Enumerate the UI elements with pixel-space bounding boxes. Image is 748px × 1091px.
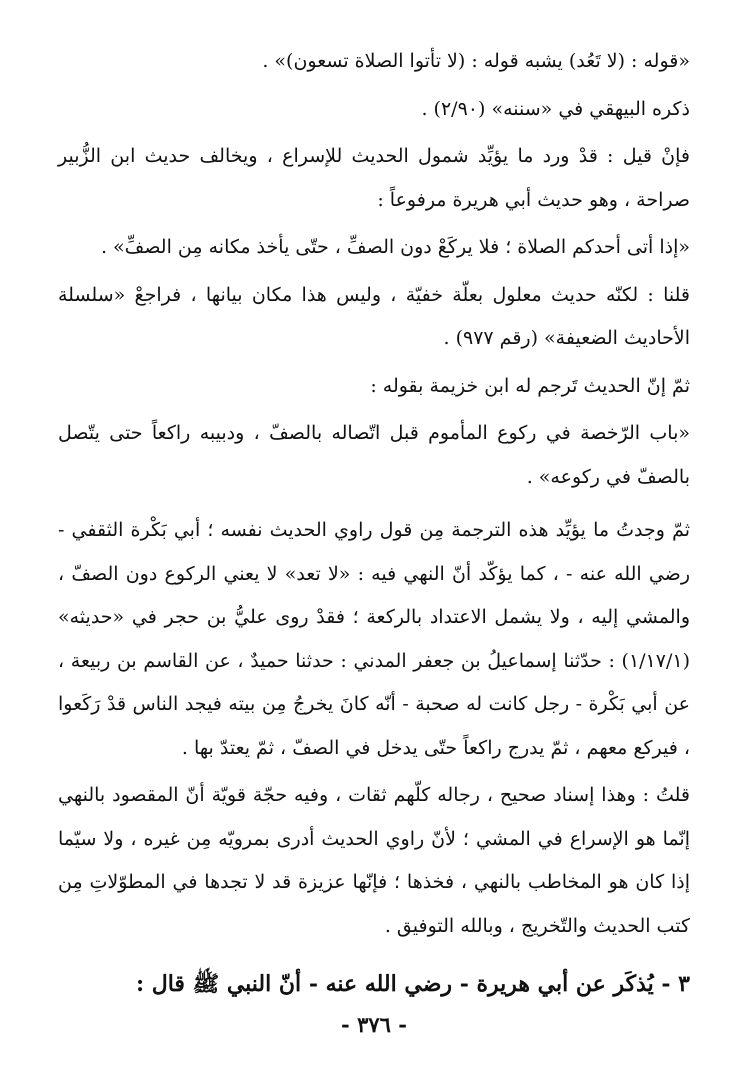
chapter-title-quote: «باب الرّخصة في ركوع المأموم قبل اتّصاله بالصفّ ، ودبيبه راكعاً حتى يتّصل بالصفّ في ركوعه» . [58, 422, 690, 488]
page-number: - ٣٧٦ - [341, 1012, 407, 1037]
ibn-khuzaymah-intro: ثمّ إنّ الحديث تَرجم له ابن خزيمة بقوله : [370, 374, 690, 397]
objection-paragraph: فإنْ قيل : قدْ ورد ما يؤيِّد شمول الحديث للإسراع ، ويخالف حديث ابن الزُّبير صراحة ، وهو حديث أبي هريرة مرفوعاً : [58, 145, 690, 211]
commentary-paragraph: قلتُ : وهذا إسناد صحيح ، رجاله كلّهم ثقات ، وفيه حجّة قويّة أنّ المقصود بالنهي إنّما هو الإسراع في المشي ؛ لأنّ راوي الحديث أدرى بمرويّه مِن غيره ، ولا سيّما إذا كان هو المخاطب بالنهي ، فخذها ؛ فإنّها عزيزة قد لا تجدها في المطوّلاتِ مِن كتب الحديث والتّخريج ، وبالله التوفيق . [58, 784, 690, 937]
narration-paragraph: ثمّ وجدتُ ما يؤيِّد هذه الترجمة مِن قول راوي الحديث نفسه ؛ أبي بَكْرة الثقفي - رضي الله عنه - ، كما يؤكّد أنّ النهي فيه : «لا تعد» لا يعني الركوع دون الصفّ ، والمشي إليه ، ولا يشمل الاعتداد بالركعة ؛ فقدْ روى عليُّ بن حجر في «حديثه» (١/١٧/١) : حدّثنا إسماعيلُ بن جعفر المدني : حدثنا حميدٌ ، عن القاسم بن ربيعة ، عن أبي بَكْرة - رجل كانت له صحبة - أنّه كانَ يخرجُ مِن بيته فيجد الناس قدْ رَكَعوا ، فيركع معهم ، ثمّ يدرج راكعاً حتّى يدخل في الصفّ ، ثمّ يعتدّ بها . [58, 519, 690, 759]
reply-paragraph: قلنا : لكنّه حديث معلول بعلّة خفيّة ، وليس هذا مكان بيانها ، فراجعْ «سلسلة الأحاديث الضعيفة» (رقم ٩٧٧) . [58, 283, 690, 349]
hadith-heading: ٣ - يُذكَر عن أبي هريرة - رضي الله عنه - أنّ النبي ﷺ قال : [135, 971, 690, 997]
quote-paragraph: «قوله : (لا تَعُد) يشبه قوله : (لا تأتوا الصلاة تسعون)» . [262, 50, 690, 72]
page-body [58, 40, 690, 1006]
hadith-quote: «إذا أتى أحدكم الصلاة ؛ فلا يركَعْ دون الصفِّ ، حتّى يأخذ مكانه مِن الصفِّ» . [100, 236, 690, 258]
citation-paragraph: ذكره البيهقي في «سننه» (٢/٩٠) . [421, 97, 690, 120]
